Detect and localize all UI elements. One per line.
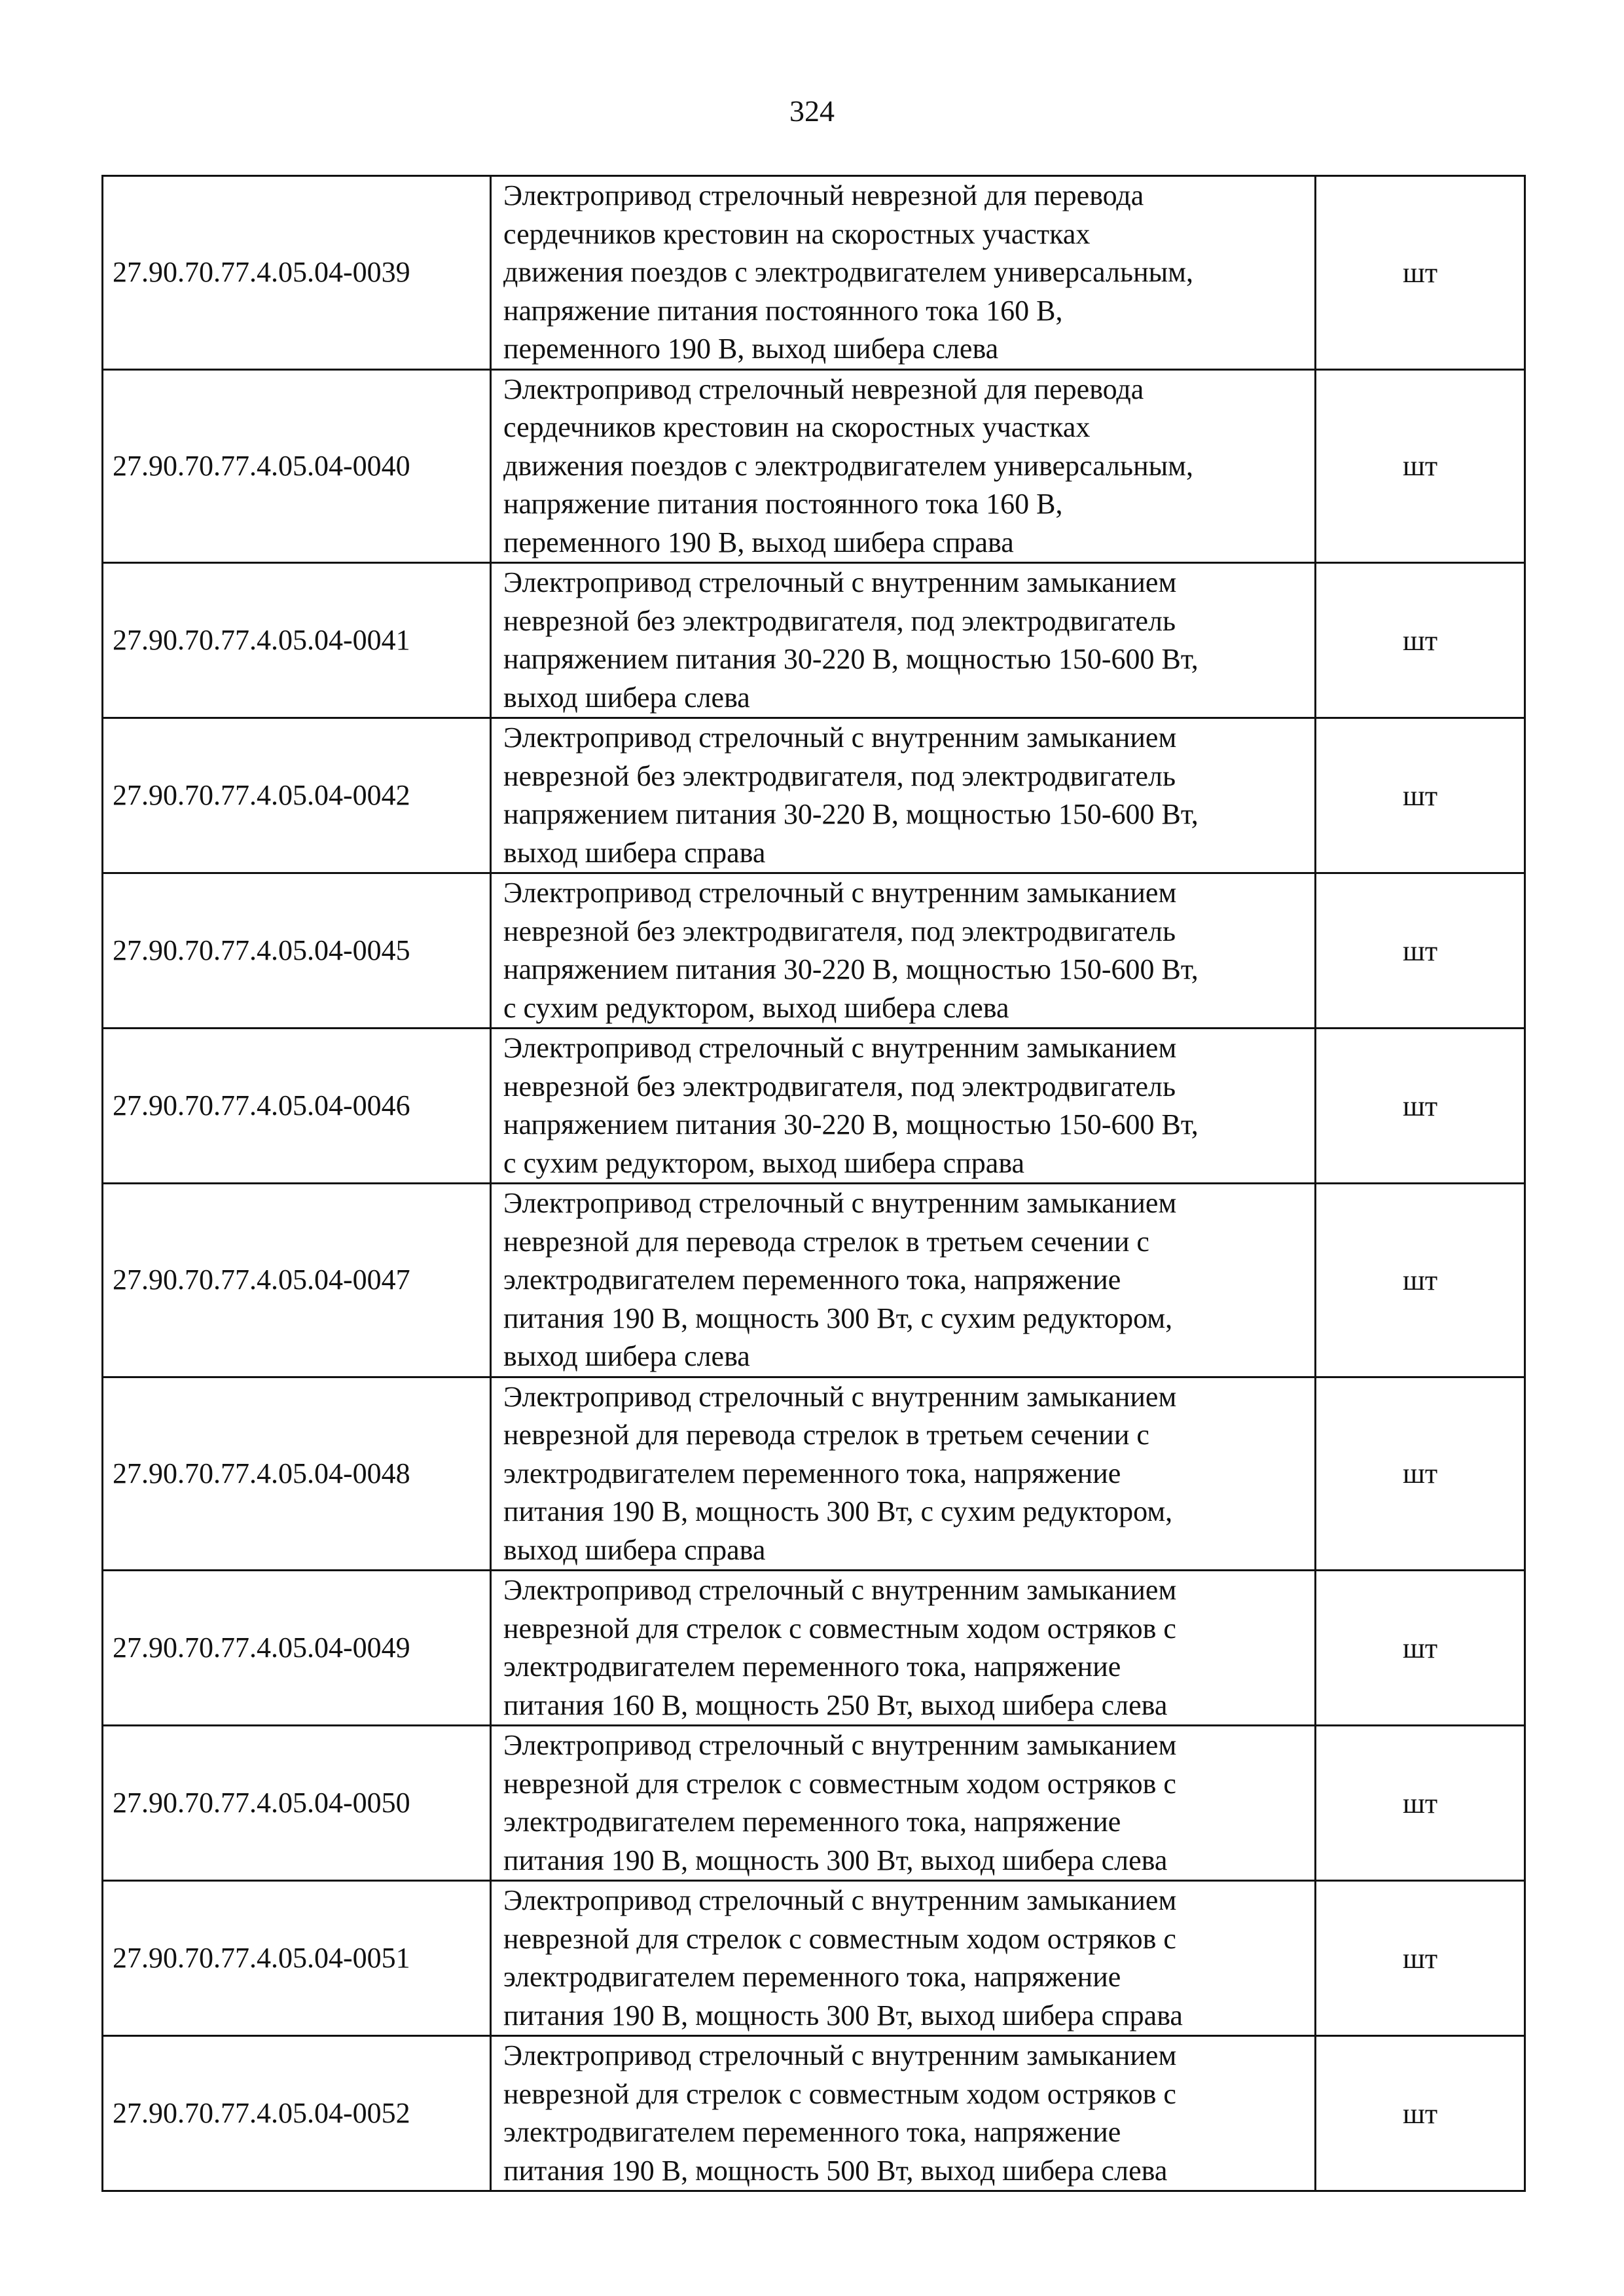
- description-line: переменного 190 В, выход шибера справа: [503, 526, 1014, 558]
- item-description-cell: [491, 873, 1316, 1029]
- item-description-cell: [491, 176, 1316, 370]
- item-code-cell: 27.90.70.77.4.05.04-0048: [103, 1377, 491, 1571]
- unit-cell: шт: [1316, 1029, 1525, 1184]
- description-line: неврезной для перевода стрелок в третьем сечении с: [503, 1419, 1149, 1451]
- description-line: неврезной для стрелок с совместным ходом остряков с: [503, 2077, 1176, 2110]
- description-line: Электропривод стрелочный неврезной для перевода: [503, 179, 1144, 211]
- unit-cell: шт: [1316, 1571, 1525, 1726]
- item-description-cell: [491, 1184, 1316, 1377]
- description-line: движения поездов с электродвигателем универсальным,: [503, 449, 1194, 482]
- description-line: движения поездов с электродвигателем универсальным,: [503, 256, 1194, 288]
- description-line: напряжением питания 30-220 В, мощностью 150-600 Вт,: [503, 798, 1199, 830]
- item-code-cell: 27.90.70.77.4.05.04-0045: [103, 873, 491, 1029]
- description-line: напряжение питания постоянного тока 160 В,: [503, 488, 1063, 520]
- description-line: неврезной для стрелок с совместным ходом остряков с: [503, 1612, 1176, 1645]
- item-description-cell: [491, 718, 1316, 873]
- description-line: переменного 190 В, выход шибера слева: [503, 333, 999, 365]
- description-line: напряжение питания постоянного тока 160 В,: [503, 294, 1063, 327]
- description-line: Электропривод стрелочный неврезной для перевода: [503, 373, 1144, 405]
- description-line: электродвигателем переменного тока, напряжение: [503, 1264, 1121, 1296]
- unit-cell: шт: [1316, 1726, 1525, 1881]
- description-line: выход шибера слева: [503, 1340, 750, 1372]
- description-line: неврезной для стрелок с совместным ходом остряков с: [503, 1767, 1176, 1800]
- item-code-cell: 27.90.70.77.4.05.04-0046: [103, 1029, 491, 1184]
- table-row: [103, 369, 1525, 563]
- unit-cell: шт: [1316, 2036, 1525, 2191]
- description-line: электродвигателем переменного тока, напряжение: [503, 1650, 1121, 1683]
- item-description-cell: [491, 1029, 1316, 1184]
- description-line: сердечников крестовин на скоростных участках: [503, 411, 1091, 443]
- description-line: Электропривод стрелочный с внутренним замыканием: [503, 2039, 1177, 2071]
- price-table: [101, 175, 1526, 2192]
- description-line: электродвигателем переменного тока, напряжение: [503, 2116, 1121, 2148]
- item-description-cell: [491, 563, 1316, 718]
- unit-cell: шт: [1316, 176, 1525, 370]
- description-line: неврезной без электродвигателя, под электродвигатель: [503, 759, 1176, 792]
- unit-cell: шт: [1316, 718, 1525, 873]
- description-line: питания 190 В, мощность 300 Вт, с сухим редуктором,: [503, 1302, 1173, 1334]
- table-row: [103, 176, 1525, 370]
- unit-cell: шт: [1316, 563, 1525, 718]
- unit-cell: шт: [1316, 873, 1525, 1029]
- description-line: выход шибера справа: [503, 1533, 766, 1566]
- item-description-cell: [491, 1377, 1316, 1571]
- unit-cell: шт: [1316, 369, 1525, 563]
- table-body: [103, 176, 1525, 2191]
- description-line: с сухим редуктором, выход шибера справа: [503, 1146, 1025, 1179]
- item-description-cell: [491, 1571, 1316, 1726]
- description-line: Электропривод стрелочный с внутренним замыканием: [503, 1574, 1177, 1606]
- description-line: Электропривод стрелочный с внутренним замыканием: [503, 721, 1177, 754]
- description-line: питания 190 В, мощность 500 Вт, выход шибера слева: [503, 2154, 1168, 2187]
- description-line: выход шибера справа: [503, 836, 766, 869]
- page-number: 324: [789, 94, 835, 128]
- description-line: питания 190 В, мощность 300 Вт, выход шибера справа: [503, 1999, 1183, 2032]
- table-row: [103, 1029, 1525, 1184]
- table-row: [103, 1184, 1525, 1377]
- table-row: [103, 1571, 1525, 1726]
- item-code-cell: 27.90.70.77.4.05.04-0050: [103, 1726, 491, 1881]
- description-line: выход шибера слева: [503, 681, 750, 714]
- item-code-cell: 27.90.70.77.4.05.04-0047: [103, 1184, 491, 1377]
- table-row: [103, 563, 1525, 718]
- description-line: напряжением питания 30-220 В, мощностью 150-600 Вт,: [503, 953, 1199, 985]
- description-line: сердечников крестовин на скоростных участках: [503, 217, 1091, 250]
- item-code-cell: 27.90.70.77.4.05.04-0042: [103, 718, 491, 873]
- unit-cell: шт: [1316, 1184, 1525, 1377]
- item-code-cell: 27.90.70.77.4.05.04-0051: [103, 1881, 491, 2036]
- item-description-cell: [491, 369, 1316, 563]
- description-line: электродвигателем переменного тока, напряжение: [503, 1961, 1121, 1993]
- description-line: напряжением питания 30-220 В, мощностью 150-600 Вт,: [503, 643, 1199, 675]
- item-description-cell: [491, 1881, 1316, 2036]
- description-line: питания 160 В, мощность 250 Вт, выход шибера слева: [503, 1688, 1168, 1721]
- description-line: питания 190 В, мощность 300 Вт, с сухим редуктором,: [503, 1495, 1173, 1527]
- item-code-cell: 27.90.70.77.4.05.04-0040: [103, 369, 491, 563]
- item-code-cell: 27.90.70.77.4.05.04-0041: [103, 563, 491, 718]
- description-line: неврезной без электродвигателя, под электродвигатель: [503, 604, 1176, 637]
- description-line: Электропривод стрелочный с внутренним замыканием: [503, 1187, 1177, 1219]
- description-line: неврезной для перевода стрелок в третьем сечении с: [503, 1225, 1149, 1258]
- description-line: напряжением питания 30-220 В, мощностью 150-600 Вт,: [503, 1108, 1199, 1140]
- item-code-cell: 27.90.70.77.4.05.04-0052: [103, 2036, 491, 2191]
- description-line: неврезной без электродвигателя, под электродвигатель: [503, 915, 1176, 947]
- description-line: электродвигателем переменного тока, напряжение: [503, 1457, 1121, 1489]
- table-row: [103, 1726, 1525, 1881]
- description-line: Электропривод стрелочный с внутренним замыканием: [503, 1032, 1177, 1064]
- table-row: [103, 1881, 1525, 2036]
- item-code-cell: 27.90.70.77.4.05.04-0049: [103, 1571, 491, 1726]
- description-line: питания 190 В, мощность 300 Вт, выход шибера слева: [503, 1844, 1168, 1876]
- table-row: [103, 1377, 1525, 1571]
- table-row: [103, 718, 1525, 873]
- unit-cell: шт: [1316, 1377, 1525, 1571]
- description-line: Электропривод стрелочный с внутренним замыканием: [503, 1884, 1177, 1916]
- description-line: неврезной без электродвигателя, под электродвигатель: [503, 1070, 1176, 1102]
- table-row: [103, 873, 1525, 1029]
- description-line: Электропривод стрелочный с внутренним замыканием: [503, 1380, 1177, 1413]
- item-code-cell: 27.90.70.77.4.05.04-0039: [103, 176, 491, 370]
- table-row: [103, 2036, 1525, 2191]
- description-line: электродвигателем переменного тока, напряжение: [503, 1806, 1121, 1838]
- item-description-cell: [491, 1726, 1316, 1881]
- description-line: Электропривод стрелочный с внутренним замыканием: [503, 566, 1177, 598]
- description-line: неврезной для стрелок с совместным ходом остряков с: [503, 1922, 1176, 1955]
- description-line: Электропривод стрелочный с внутренним замыканием: [503, 1729, 1177, 1761]
- description-line: с сухим редуктором, выход шибера слева: [503, 991, 1009, 1024]
- item-description-cell: [491, 2036, 1316, 2191]
- description-line: Электропривод стрелочный с внутренним замыканием: [503, 877, 1177, 909]
- unit-cell: шт: [1316, 1881, 1525, 2036]
